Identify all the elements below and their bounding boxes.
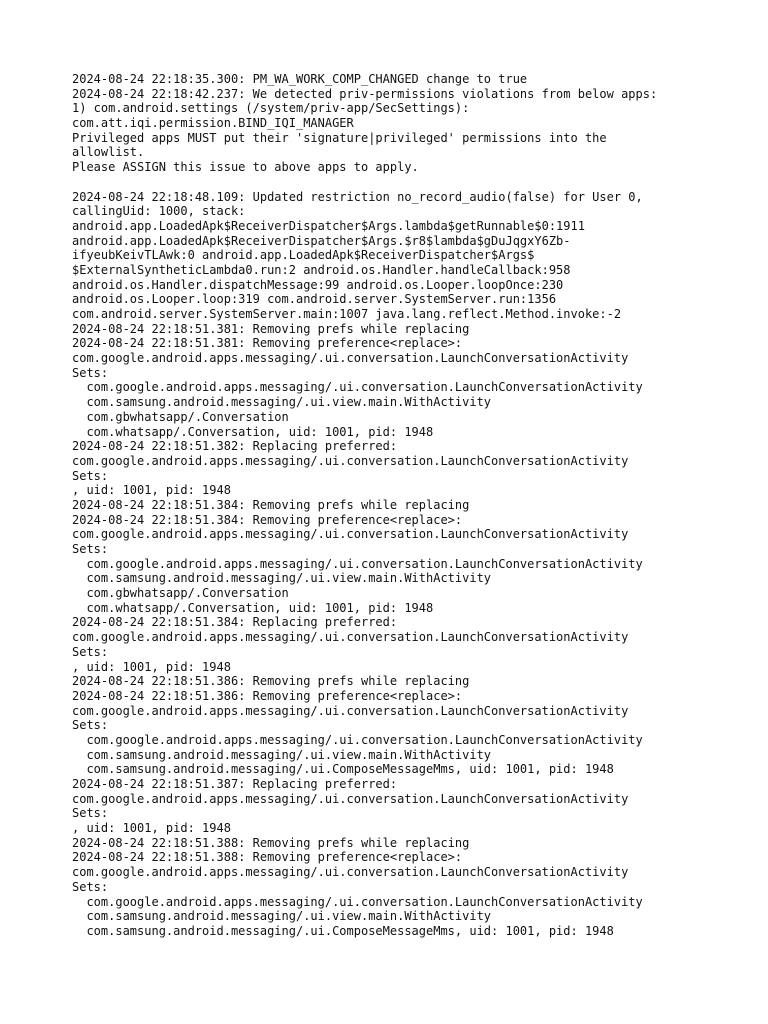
log-line: 2024-08-24 22:18:51.384: Removing prefs while replacing bbox=[72, 497, 470, 512]
log-line: 2024-08-24 22:18:51.382: Replacing preferred: bbox=[72, 439, 398, 454]
log-line: 2024-08-24 22:18:51.381: Removing prefs while replacing bbox=[72, 321, 470, 336]
log-line: com.samsung.android.messaging/.ui.ComposeMessageMms, uid: 1001, pid: 1948 bbox=[72, 762, 614, 777]
log-line: 2024-08-24 22:18:51.384: Removing preference<replace>: bbox=[72, 512, 463, 527]
log-document bbox=[72, 72, 732, 939]
log-line: 2024-08-24 22:18:48.109: Updated restriction no_record_audio(false) for User 0, bbox=[72, 189, 643, 204]
log-line: com.google.android.apps.messaging/.ui.conversation.LaunchConversationActivity bbox=[72, 556, 643, 571]
log-line: com.google.android.apps.messaging/.ui.conversation.LaunchConversationActivity bbox=[72, 865, 629, 880]
log-line: , uid: 1001, pid: 1948 bbox=[72, 659, 231, 674]
log-line: com.google.android.apps.messaging/.ui.conversation.LaunchConversationActivity bbox=[72, 630, 629, 645]
log-line: com.samsung.android.messaging/.ui.view.main.WithActivity bbox=[72, 571, 492, 586]
log-line: android.os.Looper.loop:319 com.android.server.SystemServer.run:1356 bbox=[72, 292, 557, 307]
log-line: allowlist. bbox=[72, 145, 145, 160]
log-line: 2024-08-24 22:18:51.384: Replacing preferred: bbox=[72, 615, 398, 630]
log-line: com.samsung.android.messaging/.ui.view.main.WithActivity bbox=[72, 909, 492, 924]
log-line: com.google.android.apps.messaging/.ui.conversation.LaunchConversationActivity bbox=[72, 453, 629, 468]
log-line: Sets: bbox=[72, 542, 109, 556]
log-line: com.samsung.android.messaging/.ui.ComposeMessageMms, uid: 1001, pid: 1948 bbox=[72, 923, 614, 938]
log-line: 2024-08-24 22:18:35.300: PM_WA_WORK_COMP_CHANGED change to true bbox=[72, 72, 528, 86]
log-line: 2024-08-24 22:18:51.387: Replacing preferred: bbox=[72, 777, 398, 791]
log-line: com.samsung.android.messaging/.ui.view.main.WithActivity bbox=[72, 395, 492, 410]
log-line: Sets: bbox=[72, 365, 109, 380]
log-line: Sets: bbox=[72, 644, 109, 659]
log-line: com.google.android.apps.messaging/.ui.conversation.LaunchConversationActivity bbox=[72, 894, 643, 909]
log-line: com.gbwhatsapp/.Conversation bbox=[72, 409, 289, 424]
log-line: $ExternalSyntheticLambda0.run:2 android.os.Handler.handleCallback:958 bbox=[72, 262, 571, 277]
log-line: com.whatsapp/.Conversation, uid: 1001, pid: 1948 bbox=[72, 600, 434, 615]
log-line: Sets: bbox=[72, 806, 109, 821]
log-line bbox=[72, 175, 732, 190]
log-line: Privileged apps MUST put their 'signature|privileged' permissions into the bbox=[72, 130, 607, 145]
log-line: android.app.LoadedApk$ReceiverDispatcher$Args.lambda$getRunnable$0:1911 bbox=[72, 218, 585, 233]
log-line: 2024-08-24 22:18:51.381: Removing preference<replace>: bbox=[72, 336, 463, 351]
log-line: android.os.Handler.dispatchMessage:99 android.os.Looper.loopOnce:230 bbox=[72, 277, 564, 292]
log-line: com.google.android.apps.messaging/.ui.conversation.LaunchConversationActivity bbox=[72, 380, 643, 395]
log-line: com.samsung.android.messaging/.ui.view.main.WithActivity bbox=[72, 747, 492, 762]
log-line: com.google.android.apps.messaging/.ui.conversation.LaunchConversationActivity bbox=[72, 703, 629, 718]
log-line: 2024-08-24 22:18:42.237: We detected priv-permissions violations from below apps: bbox=[72, 86, 658, 101]
log-line: callingUid: 1000, stack: bbox=[72, 204, 246, 219]
log-line: com.google.android.apps.messaging/.ui.conversation.LaunchConversationActivity bbox=[72, 351, 629, 366]
log-line: com.android.server.SystemServer.main:1007 java.lang.reflect.Method.invoke:-2 bbox=[72, 307, 622, 321]
log-line: com.att.iqi.permission.BIND_IQI_MANAGER bbox=[72, 116, 354, 131]
log-line: com.gbwhatsapp/.Conversation bbox=[72, 586, 289, 601]
log-line: ifyeubKeivTLAwk:0 android.app.LoadedApk$ReceiverDispatcher$Args$ bbox=[72, 248, 535, 263]
log-line: 2024-08-24 22:18:51.386: Removing preference<replace>: bbox=[72, 688, 463, 703]
log-line: Sets: bbox=[72, 879, 109, 894]
log-line: Sets: bbox=[72, 468, 109, 483]
log-line: com.whatsapp/.Conversation, uid: 1001, pid: 1948 bbox=[72, 424, 434, 439]
log-line: com.google.android.apps.messaging/.ui.conversation.LaunchConversationActivity bbox=[72, 527, 629, 542]
log-line: com.google.android.apps.messaging/.ui.conversation.LaunchConversationActivity bbox=[72, 732, 643, 747]
log-line: 1) com.android.settings (/system/priv-app/SecSettings): bbox=[72, 101, 470, 116]
log-line: , uid: 1001, pid: 1948 bbox=[72, 483, 231, 498]
log-line: com.google.android.apps.messaging/.ui.conversation.LaunchConversationActivity bbox=[72, 791, 629, 806]
log-line: Sets: bbox=[72, 718, 109, 733]
log-line: , uid: 1001, pid: 1948 bbox=[72, 821, 231, 836]
log-line: 2024-08-24 22:18:51.388: Removing preference<replace>: bbox=[72, 850, 463, 865]
log-line: android.app.LoadedApk$ReceiverDispatcher$Args.$r8$lambda$gDuJqgxY6Zb- bbox=[72, 233, 571, 248]
log-line: 2024-08-24 22:18:51.388: Removing prefs while replacing bbox=[72, 835, 470, 850]
log-line: Please ASSIGN this issue to above apps to apply. bbox=[72, 160, 419, 175]
log-line: 2024-08-24 22:18:51.386: Removing prefs while replacing bbox=[72, 674, 470, 689]
